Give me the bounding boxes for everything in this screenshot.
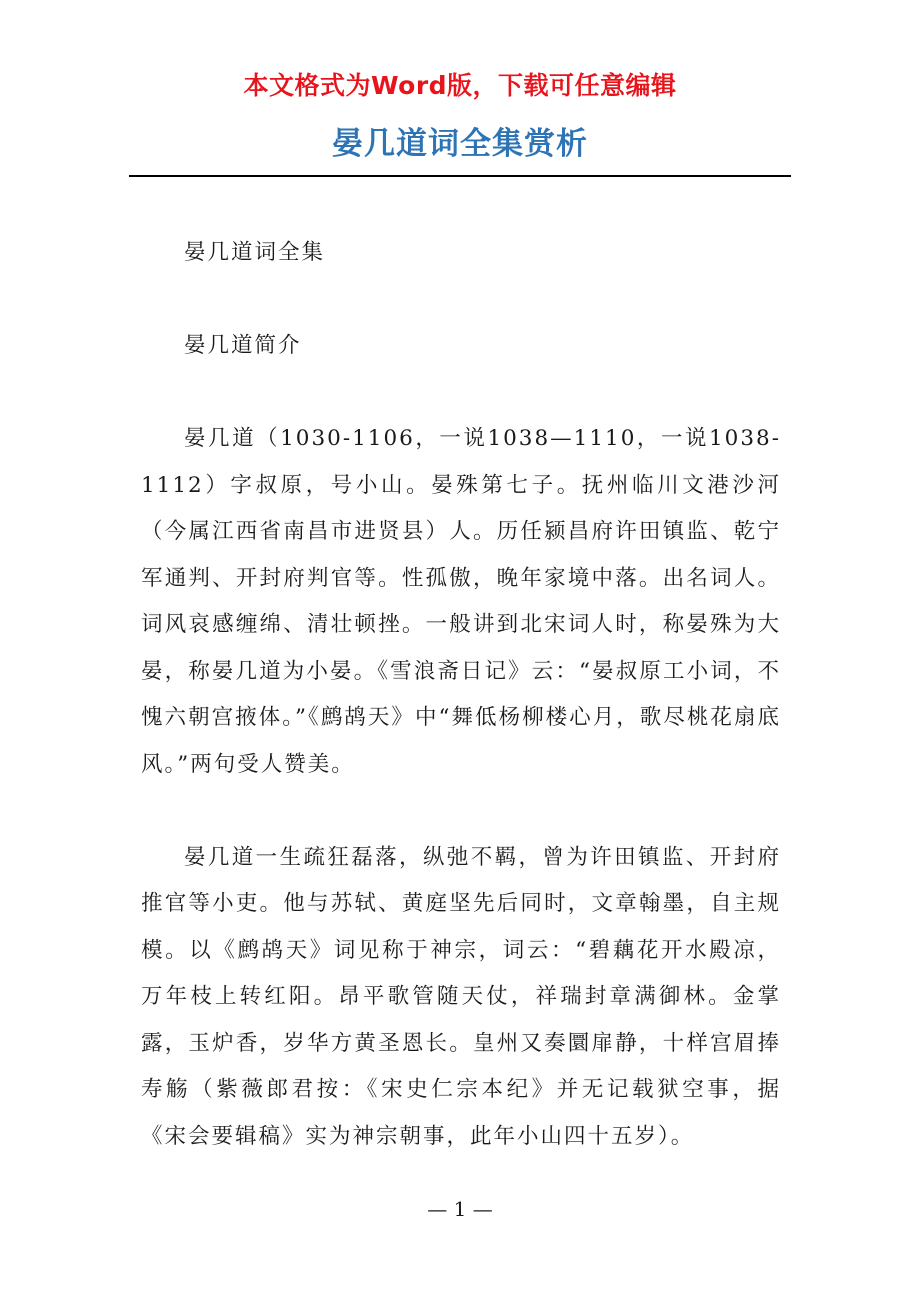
document-body bbox=[141, 230, 781, 1160]
header-rule bbox=[129, 175, 791, 177]
paragraph-life: 晏几道一生疏狂磊落，纵弛不羁，曾为许田镇监、开封府推官等小吏。他与苏轼、黄庭坚先后同时，文章翰墨，自主规模。以《鹧鸪天》词见称于神宗，词云：“碧藕花开水殿凉，万年枝上转红阳。昂平歌管随天仗，祥瑞封章满御林。金掌露，玉炉香，岁华方黄圣恩长。皇州又奏圜扉静，十样宫眉捧寿觞（紫薇郎君按：《宋史仁宗本纪》并无记载狱空事，据《宋会要辑稿》实为神宗朝事，此年小山四十五岁）。 bbox=[141, 844, 781, 1149]
paragraph-biography: 晏几道（1030-1106，一说1038—1110，一说1038-1112）字叔原，号小山。晏殊第七子。抚州临川文港沙河（今属江西省南昌市进贤县）人。历任颍昌府许田镇监、乾宁军通判、开封府判官等。性孤傲，晚年家境中落。出名词人。词风哀感缠绵、清壮顿挫。一般讲到北宋词人时，称晏殊为大晏，称晏几道为小晏。《雪浪斋日记》云：“晏叔原工小词，不愧六朝宫掖体。”《鹧鸪天》中“舞低杨柳楼心月，歌尽桃花扇底风。”两句受人赞美。 bbox=[141, 426, 781, 777]
page-number: — 1 — bbox=[427, 1197, 493, 1221]
document-title: 晏几道词全集赏析 bbox=[332, 126, 588, 162]
format-banner: 本文格式为Word版，下载可任意编辑 bbox=[243, 71, 677, 100]
section-heading-collection: 晏几道词全集 bbox=[184, 240, 326, 265]
section-heading-intro: 晏几道简介 bbox=[184, 333, 302, 358]
